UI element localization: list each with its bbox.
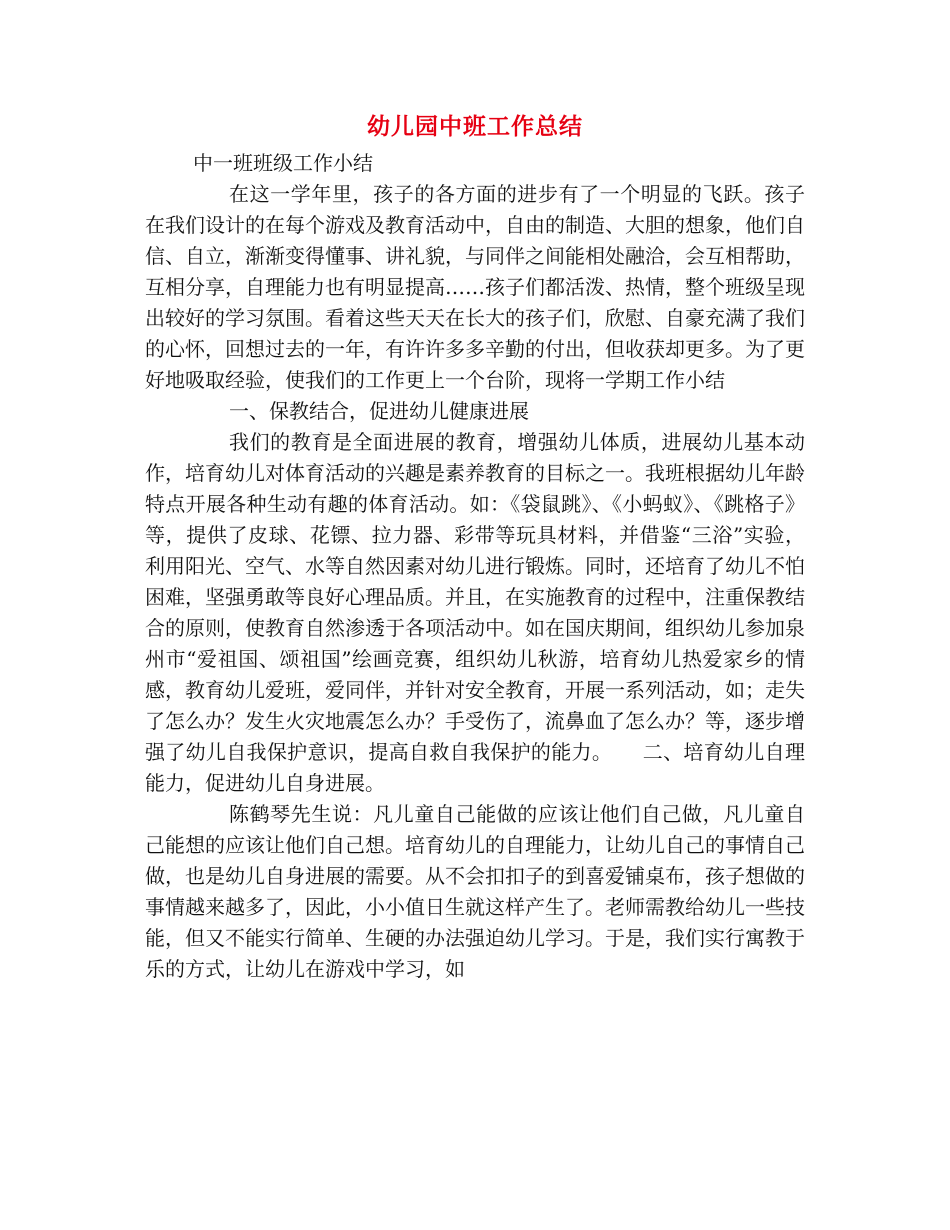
document-body — [145, 148, 805, 985]
paragraph-section-1: 我们的教育是全面进展的教育，增强幼儿体质，进展幼儿基本动作，培育幼儿对体育活动的兴趣是素养教育的目标之一。我班根据幼儿年龄特点开展各种生动有趣的体育活动。如：《袋鼠跳》、《小蚂蚁》、《跳格子》等，提供了皮球、花镖、拉力器、彩带等玩具材料，并借鉴“三浴”实验，利用阳光、空气、水等自然因素对幼儿进行锻炼。同时，还培育了幼儿不怕困难，坚强勇敢等良好心理品质。并且，在实施教育的过程中，注重保教结合的原则，使教育自然渗透于各项活动中。如在国庆期间，组织幼儿参加泉州市“爱祖国、颂祖国”绘画竞赛，组织幼儿秋游，培育幼儿热爱家乡的情感，教育幼儿爱班，爱同伴，并针对安全教育，开展一系列活动，如；走失了怎么办？发生火灾地震怎么办？手受伤了，流鼻血了怎么办？等，逐步增强了幼儿自我保护意识，提高自救自我保护的能力。 二、培育幼儿自理能力，促进幼儿自身进展。 — [145, 430, 805, 795]
paragraph-section-2: 陈鹤琴先生说：凡儿童自己能做的应该让他们自己做，凡儿童自己能想的应该让他们自己想。培育幼儿的自理能力，让幼儿自己的事情自己做，也是幼儿自身进展的需要。从不会扣扣子的到喜爱铺桌布，孩子想做的事情越来越多了，因此，小小值日生就这样产生了。老师需教给幼儿一些技能，但又不能实行简单、生硬的办法强迫幼儿学习。于是，我们实行寓教于乐的方式，让幼儿在游戏中学习，如 — [145, 802, 805, 981]
section-heading-1: 一、保教结合，促进幼儿健康进展 — [229, 399, 529, 423]
paragraph-intro: 在这一学年里，孩子的各方面的进步有了一个明显的飞跃。孩子在我们设计的在每个游戏及教育活动中，自由的制造、大胆的想象，他们自信、自立，渐渐变得懂事、讲礼貌，与同伴之间能相处融洽，会互相帮助，互相分享，自理能力也有明显提高……孩子们都活泼、热情，整个班级呈现出较好的学习氛围。看着这些天天在长大的孩子们，欣慰、自豪充满了我们的心怀，回想过去的一年，有许许多多辛勤的付出，但收获却更多。为了更好地吸取经验，使我们的工作更上一个台阶，现将一学期工作小结 — [145, 182, 805, 392]
section-subtitle: 中一班班级工作小结 — [193, 151, 373, 175]
document-title: 幼儿园中班工作总结 — [367, 114, 583, 140]
